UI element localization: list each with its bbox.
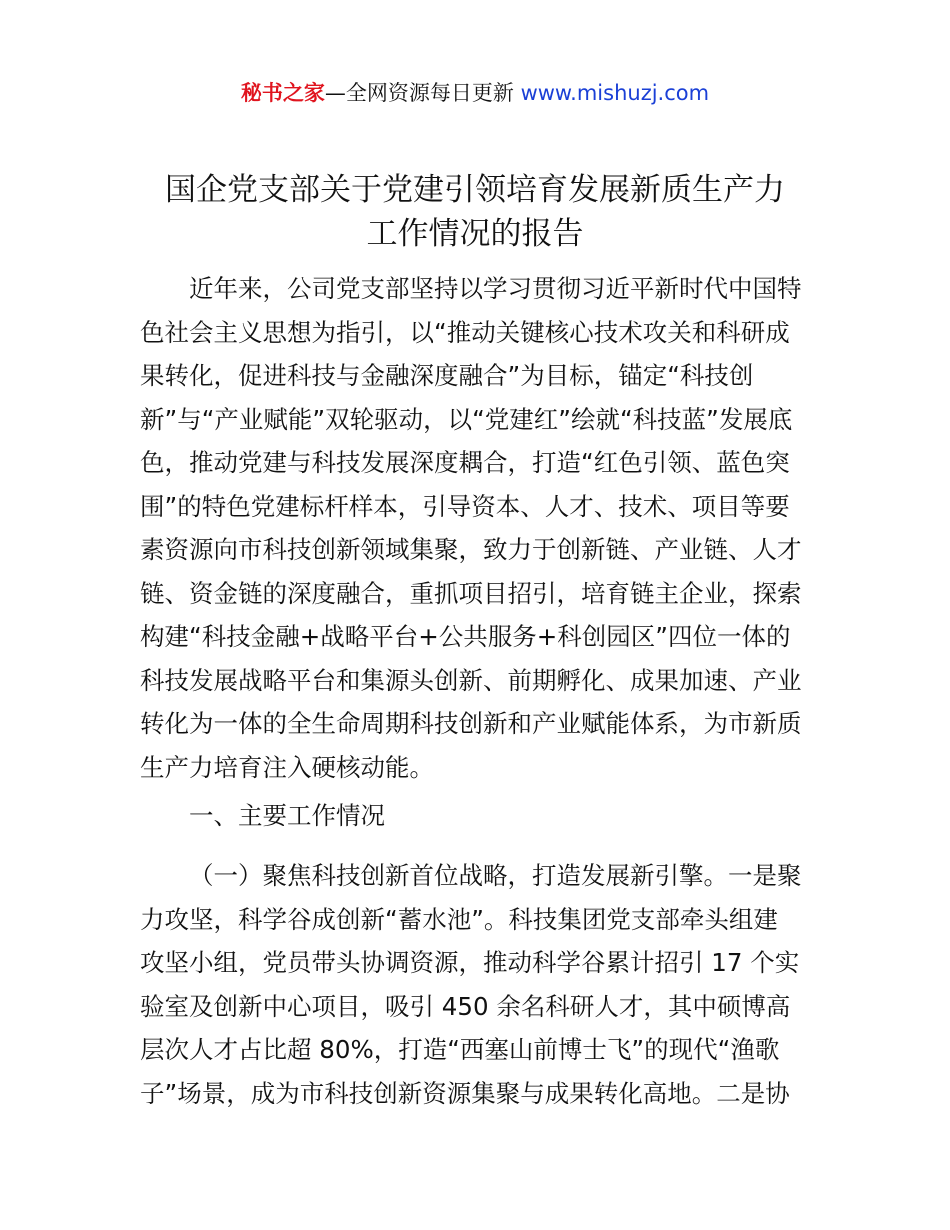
paragraph-line: 攻坚小组，党员带头协调资源，推动科学谷累计招引 17 个实 — [140, 948, 800, 977]
paragraph-line: 力攻坚，科学谷成创新“蓄水池”。科技集团党支部牵头组建 — [140, 904, 778, 934]
paragraph-line: 验室及创新中心项目，吸引 450 余名科研人才，其中硕博高 — [140, 991, 791, 1021]
paragraph-line: 近年来，公司党支部坚持以学习贯彻习近平新时代中国特 — [189, 274, 802, 303]
document-title — [0, 168, 950, 256]
brand-name: 秘书之家 — [240, 81, 325, 105]
paragraph-line: 链、资金链的深度融合，重抓项目招引，培育链主企业，探索 — [140, 578, 802, 608]
paragraph-line: 新”与“产业赋能”双轮驱动，以“党建红”绘就“科技蓝”发展底 — [140, 404, 793, 434]
site-header — [0, 78, 950, 108]
paragraph-line: 构建“科技金融+战略平台+公共服务+科创园区”四位一体的 — [140, 622, 791, 651]
section-heading-text: 一、主要工作情况 — [189, 801, 385, 830]
paragraph-line: 层次人才占比超 80%，打造“西塞山前博士飞”的现代“渔歌 — [140, 1035, 780, 1064]
title-line-2: 工作情况的报告 — [366, 216, 584, 252]
title-line-1: 国企党支部关于党建引领培育发展新质生产力 — [165, 172, 785, 208]
intro-paragraph — [140, 267, 812, 789]
paragraph-line: 科技发展战略平台和集源头创新、前期孵化、成果加速、产业 — [140, 665, 802, 695]
site-url-link[interactable]: www.mishuzj.com — [520, 81, 710, 105]
paragraph-line: 果转化，促进科技与金融深度融合”为目标，锚定“科技创 — [140, 361, 754, 390]
section-heading — [140, 794, 812, 838]
header-tagline: —全网资源每日更新 — [324, 81, 514, 105]
paragraph-line: 生产力培育注入硬核动能。 — [140, 752, 434, 782]
paragraph-line: 围”的特色党建标杆样本，引导资本、人才、技术、项目等要 — [140, 491, 790, 521]
paragraph-line: 色社会主义思想为指引，以“推动关键核心技术攻关和科研成 — [140, 317, 790, 347]
paragraph-line: （一）聚焦科技创新首位战略，打造发展新引擎。一是聚 — [189, 861, 802, 890]
paragraph-line: 转化为一体的全生命周期科技创新和产业赋能体系，为市新质 — [140, 709, 802, 738]
paragraph-line: 色，推动党建与科技发展深度耦合，打造“红色引领、蓝色突 — [140, 448, 790, 477]
work-paragraph — [140, 854, 812, 1115]
paragraph-line: 子”场景，成为市科技创新资源集聚与成果转化高地。二是协 — [140, 1078, 790, 1108]
paragraph-line: 素资源向市科技创新领域集聚，致力于创新链、产业链、人才 — [140, 535, 802, 564]
